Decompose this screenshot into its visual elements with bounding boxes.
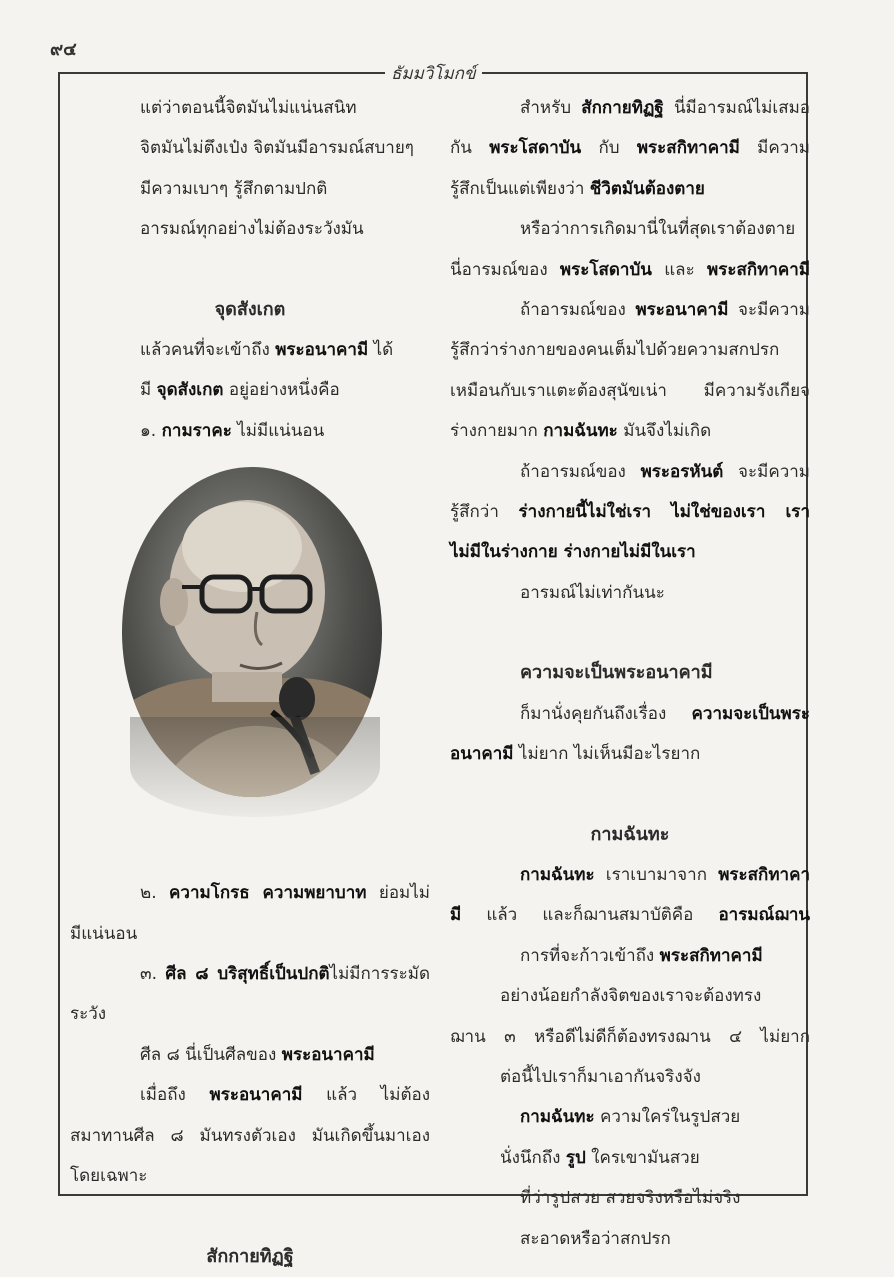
text-line: ร่างกายมาก กามฉันทะ มันจึงไม่เกิด <box>450 421 712 442</box>
text-line: ๒. ความโกรธ ความพยาบาท ย่อมไม่ <box>140 883 431 904</box>
text-line: อย่างน้อยกำลังจิตของเราจะต้องทรง <box>500 986 762 1007</box>
running-header: ธัมมวิโมกข์ <box>385 60 482 87</box>
left-column <box>70 88 430 1277</box>
text-line: มีแน่นอน <box>70 923 138 944</box>
text-line: รู้สึกว่าร่างกายของคนเต็มไปด้วยความสกปรก <box>450 340 780 361</box>
text-line: ฌาน ๓ หรือดีไม่ดีก็ต้องทรงฌาน ๔ ไม่ยาก <box>450 1026 810 1047</box>
page-number: ๙๔ <box>50 39 77 60</box>
section-heading: จุดสังเกต <box>214 298 286 320</box>
text-line: ๓. ศีล ๘ บริสุทธิ์เป็นปกติไม่มีการระมัด <box>140 964 430 985</box>
text-line: โดยเฉพาะ <box>70 1166 148 1187</box>
text-line: มี จุดสังเกต อยู่อย่างหนึ่งคือ <box>140 380 340 401</box>
text-line: แต่ว่าตอนนี้จิตมันไม่แน่นสนิท <box>140 98 357 118</box>
text-line: นั่งนึกถึง รูป ใครเขามันสวย <box>500 1147 700 1168</box>
text-line: รู้สึกว่า ร่างกายนี้ไม่ใช่เรา ไม่ใช่ของเรา เรา <box>450 502 810 523</box>
photo-shadow <box>130 717 380 817</box>
section-heading: สักกายทิฏฐิ <box>206 1245 294 1267</box>
text-line: กามฉันทะ ความใคร่ในรูปสวย <box>520 1107 741 1128</box>
text-line: การที่จะก้าวเข้าถึง พระสกิทาคามี <box>520 945 763 966</box>
text-line: ถ้าอารมณ์ของ พระอรหันต์ จะมีความ <box>520 461 810 482</box>
text-line: ที่ว่ารูปสวย สวยจริงหรือไม่จริง <box>520 1188 741 1209</box>
text-line: นี่อารมณ์ของ พระโสดาบัน และ พระสกิทาคามี <box>450 259 811 280</box>
text-line: อารมณ์ไม่เท่ากันนะ <box>520 582 665 603</box>
text-line: ๑. กามราคะ ไม่มีแน่นอน <box>140 420 325 441</box>
text-line: ศีล ๘ นี่เป็นศีลของ พระอนาคามี <box>140 1044 375 1065</box>
blank-line <box>70 1197 430 1237</box>
text-line: กามฉันทะ เราเบามาจาก พระสกิทาคา <box>520 864 810 885</box>
text-line: ไม่มีในร่างกาย ร่างกายไม่มีในเรา <box>450 542 696 563</box>
text-line: หรือว่าการเกิดมานี่ในที่สุดเราต้องตาย <box>520 219 796 240</box>
text-line: จิตมันไม่ตึงเป๋ง จิตมันมีอารมณ์สบายๆ <box>140 138 414 159</box>
text-line: สมาทานศีล ๘ มันทรงตัวเอง มันเกิดขึ้นมาเอง <box>70 1125 430 1146</box>
text-line: เหมือนกับเราแตะต้องสุนัขเน่า มีความรังเกียจ <box>450 380 810 401</box>
blank-line <box>450 775 810 815</box>
portrait-photo <box>70 467 430 859</box>
text-line: มีความเบาๆ รู้สึกตามปกติ <box>140 178 328 199</box>
text-line: อนาคามี ไม่ยาก ไม่เห็นมีอะไรยาก <box>450 744 701 765</box>
blank-line <box>70 250 430 290</box>
text-line: ก็มานั่งคุยกันถึงเรื่อง ความจะเป็นพระ <box>520 703 810 724</box>
right-column <box>450 88 810 1259</box>
text-line: สำหรับ สักกายทิฏฐิ นี่มีอารมณ์ไม่เสมอ <box>520 98 810 118</box>
blank-line <box>450 613 810 653</box>
text-line: ระวัง <box>70 1004 107 1025</box>
section-heading: ความจะเป็นพระอนาคามี <box>520 662 713 684</box>
text-line: มี แล้ว และก็ฌานสมาบัติคือ อารมณ์ฌาน <box>450 905 811 926</box>
text-line: สะอาดหรือว่าสกปรก <box>520 1228 671 1249</box>
text-line: ต่อนี้ไปเราก็มาเอากันจริงจัง <box>500 1066 701 1087</box>
text-line: ถ้าอารมณ์ของ พระอนาคามี จะมีความ <box>520 300 810 321</box>
section-heading: กามฉันทะ <box>590 823 670 845</box>
text-line: อารมณ์ทุกอย่างไม่ต้องระวังมัน <box>140 219 364 240</box>
text-line: รู้สึกเป็นแต่เพียงว่า ชีวิตมันต้องตาย <box>450 178 705 199</box>
text-line: แล้วคนที่จะเข้าถึง พระอนาคามี ได้ <box>140 340 394 361</box>
text-line: กัน พระโสดาบัน กับ พระสกิทาคามี มีความ <box>450 138 811 159</box>
text-line: เมื่อถึง พระอนาคามี แล้ว ไม่ต้อง <box>140 1085 430 1106</box>
